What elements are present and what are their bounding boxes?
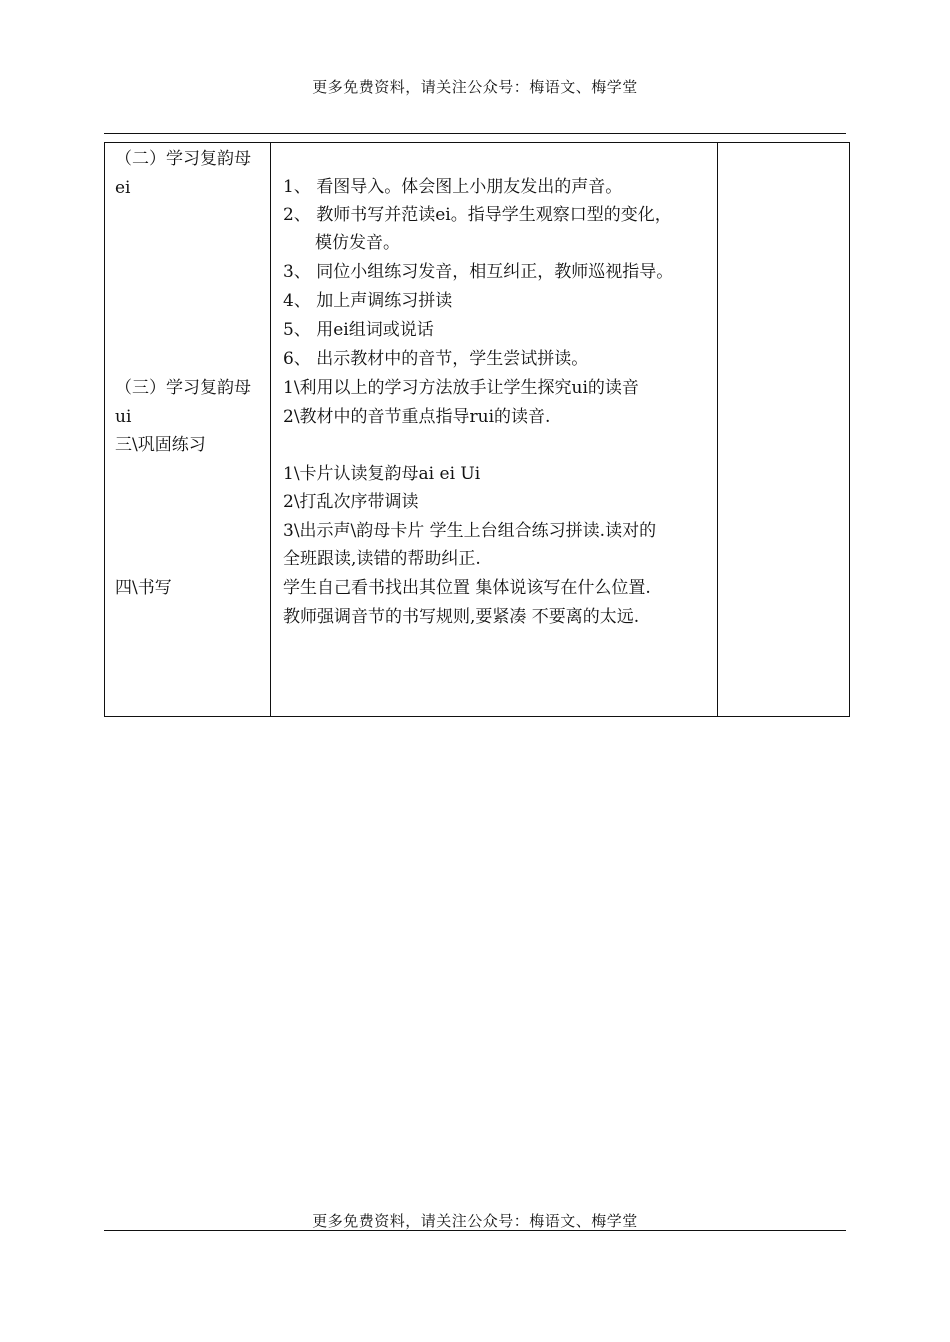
step-text: 2\打乱次序带调读	[283, 492, 419, 512]
step-text: 学生自己看书找出其位置 集体说该写在什么位置.	[283, 578, 651, 598]
step-text: 4、 加上声调练习拼读	[283, 291, 453, 311]
section-title: （三）学习复韵母	[115, 378, 251, 398]
footer-divider	[104, 1230, 846, 1231]
lesson-plan-table	[104, 142, 850, 717]
column-divider	[717, 143, 718, 716]
step-text: 6、 出示教材中的音节，学生尝试拼读。	[283, 349, 589, 369]
step-text: 2\教材中的音节重点指导rui的读音.	[283, 407, 551, 427]
step-text: 教师强调音节的书写规则,要紧凑 不要离的太远.	[283, 607, 640, 627]
step-text: 3\出示声\韵母卡片 学生上台组合练习拼读.读对的	[283, 521, 657, 541]
section-title: 三\巩固练习	[115, 435, 206, 455]
header-divider	[104, 133, 846, 134]
section-title: 四\书写	[115, 578, 172, 598]
step-text: 全班跟读,读错的帮助纠正.	[283, 549, 481, 569]
page-header: 更多免费资料，请关注公众号：梅语文、梅学堂	[312, 78, 638, 96]
section-title: ei	[115, 178, 131, 198]
step-text: 1\卡片认读复韵母ai ei Ui	[283, 464, 481, 484]
step-text: 3、 同位小组练习发音，相互纠正，教师巡视指导。	[283, 262, 674, 282]
step-text: 2、 教师书写并范读ei。指导学生观察口型的变化，	[283, 205, 672, 225]
step-text: 模仿发音。	[315, 233, 400, 253]
page-footer: 更多免费资料，请关注公众号：梅语文、梅学堂	[312, 1212, 638, 1230]
step-text: 5、 用ei组词或说话	[283, 320, 434, 340]
section-title: ui	[115, 407, 132, 427]
column-divider	[270, 143, 271, 716]
step-text: 1\利用以上的学习方法放手让学生探究ui的读音	[283, 378, 639, 398]
step-text: 1、 看图导入。体会图上小朋友发出的声音。	[283, 177, 623, 197]
section-title: （二）学习复韵母	[115, 149, 251, 169]
